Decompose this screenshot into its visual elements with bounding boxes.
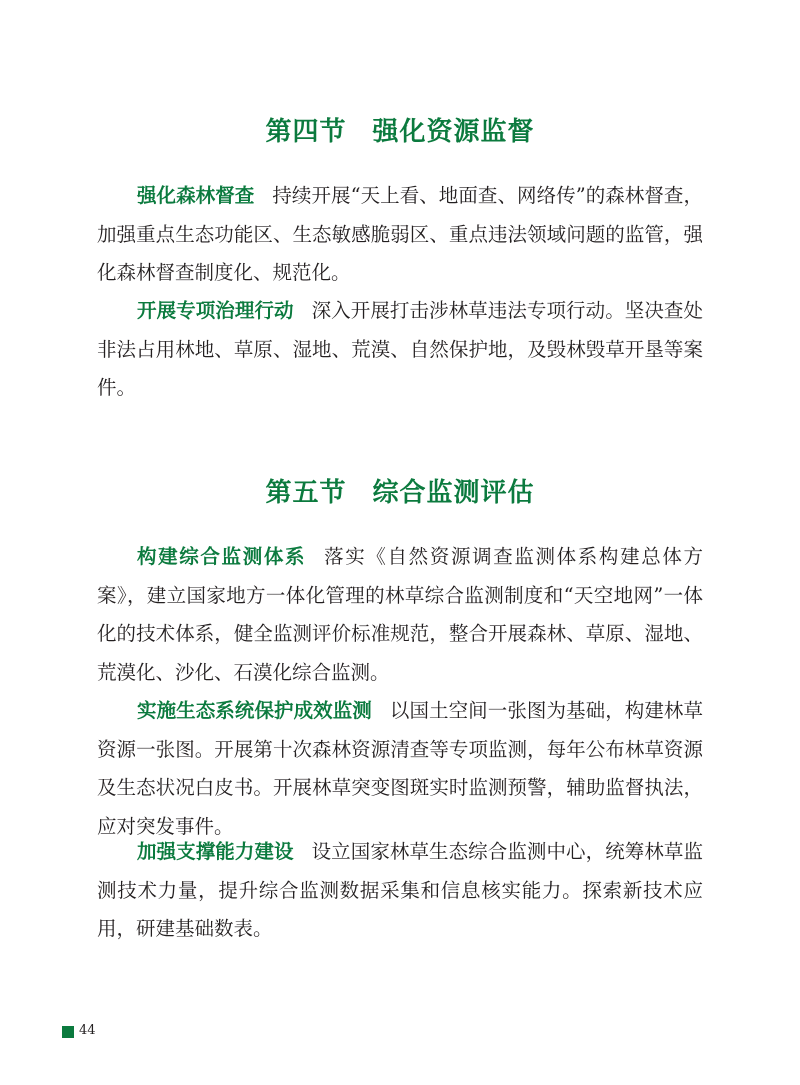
paragraph-comprehensive-monitoring-system [97, 538, 703, 692]
section-4-heading [0, 111, 800, 148]
paragraph-lead: 实施生态系统保护成效监测 [137, 699, 372, 722]
section-5-heading [0, 472, 800, 509]
paragraph-capacity-building [97, 833, 703, 949]
paragraph-strengthen-forest-inspection [97, 177, 703, 293]
paragraph-lead: 强化森林督查 [137, 184, 255, 207]
paragraph-text: 设立国家林草生态综合监测中心，统筹林草监测技术力量，提升综合监测数据采集和信息核实能力。探索新技术应用，研建基础数表。 [97, 840, 703, 940]
page-marker-square [62, 1026, 74, 1038]
paragraph-text: 深入开展打击涉林草违法专项行动。坚决查处非法占用林地、草原、湿地、荒漠、自然保护地，及毁林毁草开垦等案件。 [97, 299, 703, 399]
section-5-number: 第五节 [265, 478, 347, 508]
paragraph-ecosystem-protection-monitoring [97, 692, 703, 846]
paragraph-text: 落实《自然资源调查监测体系构建总体方案》，建立国家地方一体化管理的林草综合监测制度和“天空地网”一体化的技术体系，健全监测评价标准规范，整合开展森林、草原、湿地、荒漠化、沙化、石漠化综合监测。 [97, 545, 703, 684]
paragraph-text: 以国土空间一张图为基础，构建林草资源一张图。开展第十次森林资源清查等专项监测，每年公布林草资源及生态状况白皮书。开展林草突变图斑实时监测预警，辅助监督执法，应对突发事件。 [97, 699, 703, 838]
section-5-title: 综合监测评估 [372, 478, 535, 508]
paragraph-special-governance-action [97, 292, 703, 408]
paragraph-lead: 构建综合监测体系 [137, 545, 307, 568]
page-number: 44 [79, 1023, 96, 1038]
paragraph-lead: 加强支撑能力建设 [137, 840, 294, 863]
paragraph-lead: 开展专项治理行动 [137, 299, 294, 322]
section-4-number: 第四节 [265, 117, 347, 147]
paragraph-text: 持续开展“天上看、地面查、网络传”的森林督查，加强重点生态功能区、生态敏感脆弱区、重点违法领域问题的监管，强化森林督查制度化、规范化。 [97, 184, 703, 284]
section-4-title: 强化资源监督 [372, 117, 535, 147]
